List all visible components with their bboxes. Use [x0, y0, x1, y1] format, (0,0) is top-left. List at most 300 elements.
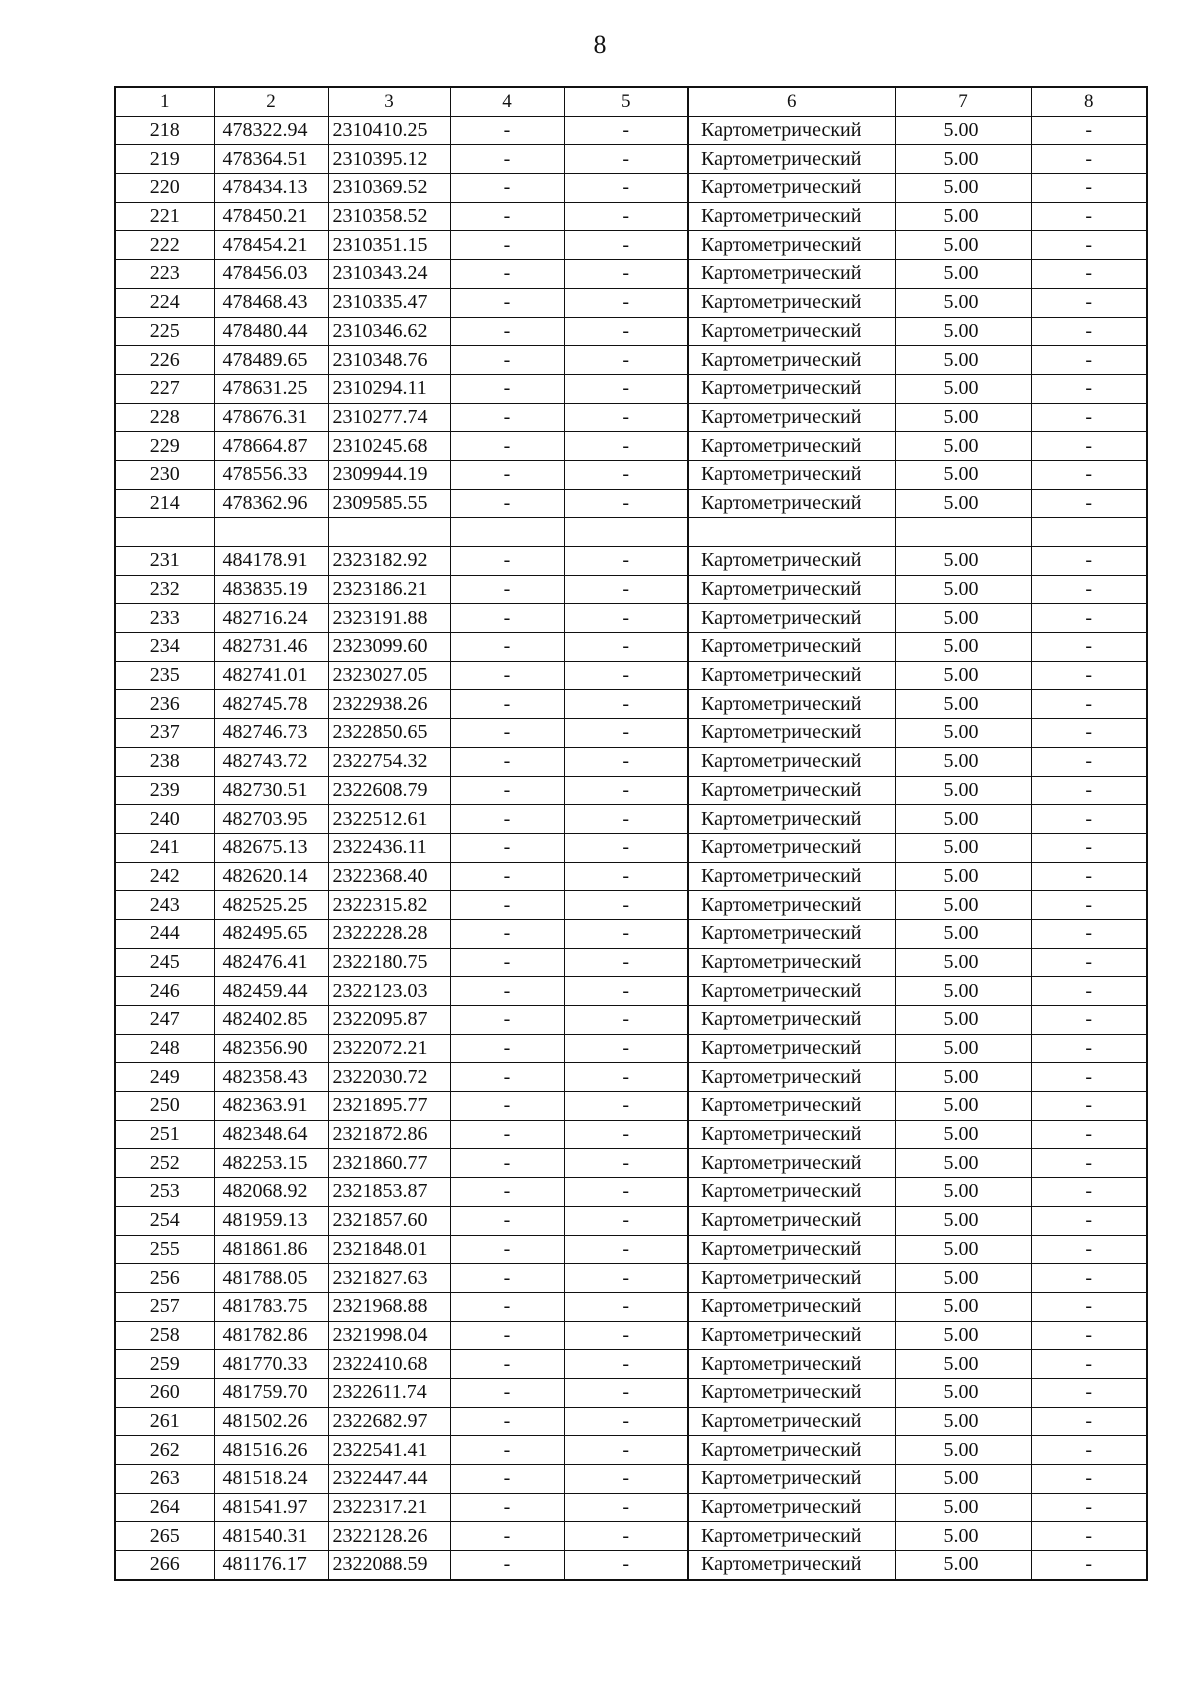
coordinates-table [114, 86, 1148, 1581]
col-y-cell: 2322317.21 [328, 1493, 450, 1522]
col-x-cell: 482730.51 [214, 776, 328, 805]
col-accuracy-cell: 5.00 [895, 862, 1031, 891]
col-5-cell: - [564, 1407, 688, 1436]
table-row [115, 919, 1147, 948]
col-accuracy-cell: 5.00 [895, 1264, 1031, 1293]
col-8-cell: - [1031, 805, 1147, 834]
col-x-cell: 482675.13 [214, 833, 328, 862]
table-row [115, 1235, 1147, 1264]
col-y-cell: 2323186.21 [328, 575, 450, 604]
col-y-cell: 2321968.88 [328, 1292, 450, 1321]
col-5-cell: - [564, 1321, 688, 1350]
col-method-cell: Картометрический [688, 346, 895, 375]
col-y-cell: 2321998.04 [328, 1321, 450, 1350]
col-4-cell: - [450, 575, 564, 604]
col-accuracy-cell: 5.00 [895, 1006, 1031, 1035]
col-8-cell: - [1031, 547, 1147, 576]
table-row [115, 403, 1147, 432]
col-y-cell: 2310346.62 [328, 317, 450, 346]
col-8-cell: - [1031, 489, 1147, 518]
col-y-cell: 2321895.77 [328, 1092, 450, 1121]
col-x-cell: 481502.26 [214, 1407, 328, 1436]
col-point-number-cell: 257 [115, 1292, 214, 1321]
col-accuracy-cell: 5.00 [895, 1436, 1031, 1465]
col-method-cell: Картометрический [688, 1235, 895, 1264]
col-x-cell: 482746.73 [214, 719, 328, 748]
col-method-cell: Картометрический [688, 1436, 895, 1465]
col-4-cell: - [450, 747, 564, 776]
col-x-cell: 482253.15 [214, 1149, 328, 1178]
col-4-cell: - [450, 776, 564, 805]
col-point-number-cell: 237 [115, 719, 214, 748]
col-method-cell: Картометрический [688, 460, 895, 489]
col-accuracy-cell: 5.00 [895, 1407, 1031, 1436]
col-4-cell: - [450, 1292, 564, 1321]
col-method-cell [688, 518, 895, 547]
col-point-number-cell: 219 [115, 145, 214, 174]
col-accuracy-cell: 5.00 [895, 288, 1031, 317]
col-point-number-cell: 240 [115, 805, 214, 834]
col-point-number-cell: 227 [115, 374, 214, 403]
col-5-cell: - [564, 403, 688, 432]
col-point-number-cell: 218 [115, 116, 214, 145]
table-row [115, 489, 1147, 518]
table-row [115, 1551, 1147, 1580]
col-x-cell: 478454.21 [214, 231, 328, 260]
col-8-cell: - [1031, 1551, 1147, 1580]
table-row [115, 1206, 1147, 1235]
col-accuracy-cell: 5.00 [895, 1178, 1031, 1207]
col-4-cell: - [450, 1321, 564, 1350]
col-x-cell: 482745.78 [214, 690, 328, 719]
col-8-cell: - [1031, 862, 1147, 891]
col-method-cell: Картометрический [688, 1006, 895, 1035]
col-point-number-cell: 234 [115, 633, 214, 662]
col-method-cell: Картометрический [688, 661, 895, 690]
col-method-cell: Картометрический [688, 891, 895, 920]
col-4-cell: - [450, 1092, 564, 1121]
col-5-cell: - [564, 460, 688, 489]
col-accuracy-cell: 5.00 [895, 374, 1031, 403]
table-row [115, 1378, 1147, 1407]
col-point-number-cell: 248 [115, 1034, 214, 1063]
col-5-cell: - [564, 1006, 688, 1035]
col-8-cell: - [1031, 288, 1147, 317]
col-4-cell: - [450, 862, 564, 891]
col-x-cell: 482402.85 [214, 1006, 328, 1035]
col-8-cell: - [1031, 833, 1147, 862]
col-y-cell: 2310348.76 [328, 346, 450, 375]
column-header-6: 6 [688, 87, 895, 116]
col-8-cell: - [1031, 575, 1147, 604]
col-x-cell: 482495.65 [214, 919, 328, 948]
col-5-cell: - [564, 1034, 688, 1063]
col-point-number-cell: 250 [115, 1092, 214, 1121]
col-y-cell: 2323182.92 [328, 547, 450, 576]
col-x-cell: 482348.64 [214, 1120, 328, 1149]
col-8-cell: - [1031, 1350, 1147, 1379]
col-accuracy-cell: 5.00 [895, 1063, 1031, 1092]
col-4-cell: - [450, 1264, 564, 1293]
col-x-cell: 478556.33 [214, 460, 328, 489]
table-row [115, 1292, 1147, 1321]
col-5-cell: - [564, 1120, 688, 1149]
col-4-cell: - [450, 260, 564, 289]
col-y-cell: 2321857.60 [328, 1206, 450, 1235]
table-row [115, 833, 1147, 862]
col-method-cell: Картометрический [688, 833, 895, 862]
col-x-cell: 481518.24 [214, 1465, 328, 1494]
table-row [115, 1436, 1147, 1465]
col-method-cell: Картометрический [688, 1407, 895, 1436]
col-8-cell: - [1031, 891, 1147, 920]
col-method-cell: Картометрический [688, 633, 895, 662]
col-4-cell: - [450, 633, 564, 662]
col-4-cell: - [450, 317, 564, 346]
col-point-number-cell: 263 [115, 1465, 214, 1494]
col-y-cell: 2322315.82 [328, 891, 450, 920]
col-x-cell: 482741.01 [214, 661, 328, 690]
col-accuracy-cell: 5.00 [895, 145, 1031, 174]
col-accuracy-cell: 5.00 [895, 1378, 1031, 1407]
col-x-cell: 482525.25 [214, 891, 328, 920]
col-8-cell: - [1031, 633, 1147, 662]
col-point-number-cell: 249 [115, 1063, 214, 1092]
col-4-cell: - [450, 116, 564, 145]
col-8-cell: - [1031, 1120, 1147, 1149]
table-row [115, 116, 1147, 145]
col-accuracy-cell: 5.00 [895, 1092, 1031, 1121]
col-method-cell: Картометрический [688, 1321, 895, 1350]
col-method-cell: Картометрический [688, 977, 895, 1006]
col-8-cell: - [1031, 174, 1147, 203]
col-8-cell: - [1031, 1063, 1147, 1092]
col-8-cell: - [1031, 1034, 1147, 1063]
col-x-cell: 482620.14 [214, 862, 328, 891]
col-y-cell: 2322030.72 [328, 1063, 450, 1092]
col-point-number-cell: 231 [115, 547, 214, 576]
col-4-cell: - [450, 948, 564, 977]
col-accuracy-cell: 5.00 [895, 489, 1031, 518]
table-row [115, 948, 1147, 977]
col-point-number-cell: 239 [115, 776, 214, 805]
col-4-cell: - [450, 1407, 564, 1436]
col-4-cell: - [450, 919, 564, 948]
col-5-cell: - [564, 977, 688, 1006]
col-method-cell: Картометрический [688, 489, 895, 518]
table-row [115, 1120, 1147, 1149]
col-5-cell: - [564, 1063, 688, 1092]
col-method-cell: Картометрический [688, 1493, 895, 1522]
col-accuracy-cell: 5.00 [895, 174, 1031, 203]
col-8-cell: - [1031, 948, 1147, 977]
col-5-cell: - [564, 776, 688, 805]
col-x-cell: 481783.75 [214, 1292, 328, 1321]
col-y-cell: 2322410.68 [328, 1350, 450, 1379]
col-y-cell: 2322180.75 [328, 948, 450, 977]
col-accuracy-cell: 5.00 [895, 1292, 1031, 1321]
table-row [115, 977, 1147, 1006]
col-x-cell: 481541.97 [214, 1493, 328, 1522]
col-y-cell: 2322850.65 [328, 719, 450, 748]
col-4-cell: - [450, 604, 564, 633]
col-point-number-cell: 225 [115, 317, 214, 346]
table-row [115, 1149, 1147, 1178]
col-8-cell: - [1031, 317, 1147, 346]
col-4-cell: - [450, 1551, 564, 1580]
col-y-cell: 2322447.44 [328, 1465, 450, 1494]
col-y-cell: 2322228.28 [328, 919, 450, 948]
column-header-1: 1 [115, 87, 214, 116]
col-method-cell: Картометрический [688, 202, 895, 231]
col-8-cell: - [1031, 1493, 1147, 1522]
col-4-cell: - [450, 547, 564, 576]
col-point-number-cell: 247 [115, 1006, 214, 1035]
col-point-number-cell: 244 [115, 919, 214, 948]
col-point-number-cell: 214 [115, 489, 214, 518]
col-4-cell: - [450, 1350, 564, 1379]
col-y-cell: 2322368.40 [328, 862, 450, 891]
col-5-cell: - [564, 202, 688, 231]
col-5-cell: - [564, 575, 688, 604]
col-4-cell: - [450, 1235, 564, 1264]
col-y-cell: 2322123.03 [328, 977, 450, 1006]
table-row [115, 1321, 1147, 1350]
col-8-cell: - [1031, 719, 1147, 748]
col-4-cell: - [450, 174, 564, 203]
col-accuracy-cell: 5.00 [895, 575, 1031, 604]
table-separator-row [115, 518, 1147, 547]
col-point-number-cell: 260 [115, 1378, 214, 1407]
col-accuracy-cell: 5.00 [895, 833, 1031, 862]
col-4-cell: - [450, 231, 564, 260]
col-point-number-cell: 264 [115, 1493, 214, 1522]
col-point-number-cell: 235 [115, 661, 214, 690]
col-8-cell: - [1031, 1006, 1147, 1035]
col-point-number-cell: 251 [115, 1120, 214, 1149]
col-method-cell: Картометрический [688, 1149, 895, 1178]
col-5-cell: - [564, 690, 688, 719]
col-point-number-cell: 258 [115, 1321, 214, 1350]
table-row [115, 288, 1147, 317]
col-point-number-cell: 222 [115, 231, 214, 260]
col-x-cell: 478489.65 [214, 346, 328, 375]
col-5-cell: - [564, 1350, 688, 1379]
table-row [115, 145, 1147, 174]
col-point-number-cell: 224 [115, 288, 214, 317]
col-4-cell: - [450, 288, 564, 317]
col-accuracy-cell: 5.00 [895, 1206, 1031, 1235]
col-y-cell: 2321853.87 [328, 1178, 450, 1207]
col-method-cell: Картометрический [688, 317, 895, 346]
col-x-cell: 482731.46 [214, 633, 328, 662]
col-method-cell: Картометрический [688, 432, 895, 461]
col-x-cell: 482363.91 [214, 1092, 328, 1121]
column-header-5: 5 [564, 87, 688, 116]
col-method-cell: Картометрический [688, 747, 895, 776]
col-accuracy-cell: 5.00 [895, 1321, 1031, 1350]
col-y-cell: 2310343.24 [328, 260, 450, 289]
col-8-cell: - [1031, 260, 1147, 289]
col-8-cell: - [1031, 1292, 1147, 1321]
col-accuracy-cell: 5.00 [895, 977, 1031, 1006]
table-row [115, 202, 1147, 231]
col-4-cell: - [450, 661, 564, 690]
col-x-cell: 482716.24 [214, 604, 328, 633]
col-4-cell: - [450, 1178, 564, 1207]
col-method-cell: Картометрический [688, 1378, 895, 1407]
col-8-cell [1031, 518, 1147, 547]
col-point-number-cell: 266 [115, 1551, 214, 1580]
col-x-cell: 483835.19 [214, 575, 328, 604]
table-row [115, 1522, 1147, 1551]
col-method-cell: Картометрический [688, 604, 895, 633]
table-row [115, 1092, 1147, 1121]
table-row [115, 891, 1147, 920]
table-row [115, 1006, 1147, 1035]
col-4-cell: - [450, 1206, 564, 1235]
col-method-cell: Картометрический [688, 719, 895, 748]
table-row [115, 690, 1147, 719]
col-method-cell: Картометрический [688, 1465, 895, 1494]
col-4-cell: - [450, 1436, 564, 1465]
col-y-cell: 2322541.41 [328, 1436, 450, 1465]
col-x-cell: 481176.17 [214, 1551, 328, 1580]
column-header-2: 2 [214, 87, 328, 116]
col-method-cell: Картометрический [688, 690, 895, 719]
col-5-cell: - [564, 1551, 688, 1580]
col-8-cell: - [1031, 919, 1147, 948]
col-accuracy-cell: 5.00 [895, 1120, 1031, 1149]
col-5-cell: - [564, 346, 688, 375]
col-5-cell: - [564, 661, 688, 690]
table-row [115, 633, 1147, 662]
col-method-cell: Картометрический [688, 1350, 895, 1379]
col-5-cell: - [564, 805, 688, 834]
col-4-cell: - [450, 374, 564, 403]
column-header-8: 8 [1031, 87, 1147, 116]
col-5-cell: - [564, 633, 688, 662]
col-y-cell: 2323099.60 [328, 633, 450, 662]
col-8-cell: - [1031, 604, 1147, 633]
col-5-cell: - [564, 747, 688, 776]
col-4-cell: - [450, 403, 564, 432]
col-5-cell: - [564, 862, 688, 891]
table-row [115, 231, 1147, 260]
col-method-cell: Картометрический [688, 1206, 895, 1235]
col-5-cell: - [564, 374, 688, 403]
col-8-cell: - [1031, 747, 1147, 776]
col-y-cell: 2323191.88 [328, 604, 450, 633]
col-accuracy-cell: 5.00 [895, 1522, 1031, 1551]
col-x-cell: 482068.92 [214, 1178, 328, 1207]
col-5-cell: - [564, 288, 688, 317]
col-accuracy-cell: 5.00 [895, 231, 1031, 260]
col-5-cell: - [564, 1465, 688, 1494]
col-y-cell: 2321848.01 [328, 1235, 450, 1264]
col-y-cell: 2321872.86 [328, 1120, 450, 1149]
col-x-cell: 478676.31 [214, 403, 328, 432]
col-5-cell: - [564, 891, 688, 920]
table-row [115, 547, 1147, 576]
col-8-cell: - [1031, 460, 1147, 489]
col-method-cell: Картометрический [688, 1522, 895, 1551]
col-method-cell: Картометрический [688, 1092, 895, 1121]
col-point-number-cell: 238 [115, 747, 214, 776]
col-x-cell: 482356.90 [214, 1034, 328, 1063]
col-x-cell: 478450.21 [214, 202, 328, 231]
col-accuracy-cell: 5.00 [895, 1551, 1031, 1580]
col-y-cell: 2322754.32 [328, 747, 450, 776]
col-5-cell: - [564, 1149, 688, 1178]
col-x-cell: 482703.95 [214, 805, 328, 834]
col-accuracy-cell: 5.00 [895, 1493, 1031, 1522]
col-y-cell: 2322682.97 [328, 1407, 450, 1436]
col-y-cell: 2322072.21 [328, 1034, 450, 1063]
col-y-cell: 2322095.87 [328, 1006, 450, 1035]
col-x-cell: 478664.87 [214, 432, 328, 461]
col-point-number-cell: 236 [115, 690, 214, 719]
col-x-cell: 478480.44 [214, 317, 328, 346]
col-accuracy-cell: 5.00 [895, 403, 1031, 432]
col-4-cell: - [450, 1034, 564, 1063]
col-point-number-cell: 233 [115, 604, 214, 633]
col-y-cell: 2309944.19 [328, 460, 450, 489]
table-row [115, 1493, 1147, 1522]
col-point-number-cell: 220 [115, 174, 214, 203]
table-row [115, 1178, 1147, 1207]
table-row [115, 604, 1147, 633]
table-row [115, 346, 1147, 375]
col-accuracy-cell: 5.00 [895, 1149, 1031, 1178]
table-row [115, 1350, 1147, 1379]
col-4-cell: - [450, 833, 564, 862]
col-5-cell: - [564, 1178, 688, 1207]
col-4-cell: - [450, 1006, 564, 1035]
col-5-cell: - [564, 432, 688, 461]
col-accuracy-cell: 5.00 [895, 1350, 1031, 1379]
col-4-cell: - [450, 432, 564, 461]
col-method-cell: Картометрический [688, 1292, 895, 1321]
col-4-cell: - [450, 346, 564, 375]
col-8-cell: - [1031, 346, 1147, 375]
col-y-cell: 2310245.68 [328, 432, 450, 461]
table-row [115, 747, 1147, 776]
col-point-number-cell: 256 [115, 1264, 214, 1293]
col-5-cell: - [564, 1264, 688, 1293]
col-8-cell: - [1031, 202, 1147, 231]
col-method-cell: Картометрический [688, 374, 895, 403]
col-method-cell: Картометрический [688, 575, 895, 604]
col-5-cell: - [564, 1235, 688, 1264]
col-method-cell: Картометрический [688, 948, 895, 977]
col-x-cell: 484178.91 [214, 547, 328, 576]
col-method-cell: Картометрический [688, 145, 895, 174]
col-accuracy-cell: 5.00 [895, 460, 1031, 489]
col-method-cell: Картометрический [688, 231, 895, 260]
col-x-cell: 482459.44 [214, 977, 328, 1006]
col-x-cell: 481788.05 [214, 1264, 328, 1293]
col-point-number-cell: 255 [115, 1235, 214, 1264]
col-8-cell: - [1031, 432, 1147, 461]
col-method-cell: Картометрический [688, 260, 895, 289]
col-y-cell: 2310351.15 [328, 231, 450, 260]
page-number: 8 [593, 30, 607, 59]
table-row [115, 719, 1147, 748]
col-accuracy-cell: 5.00 [895, 604, 1031, 633]
col-method-cell: Картометрический [688, 1063, 895, 1092]
col-y-cell: 2310369.52 [328, 174, 450, 203]
